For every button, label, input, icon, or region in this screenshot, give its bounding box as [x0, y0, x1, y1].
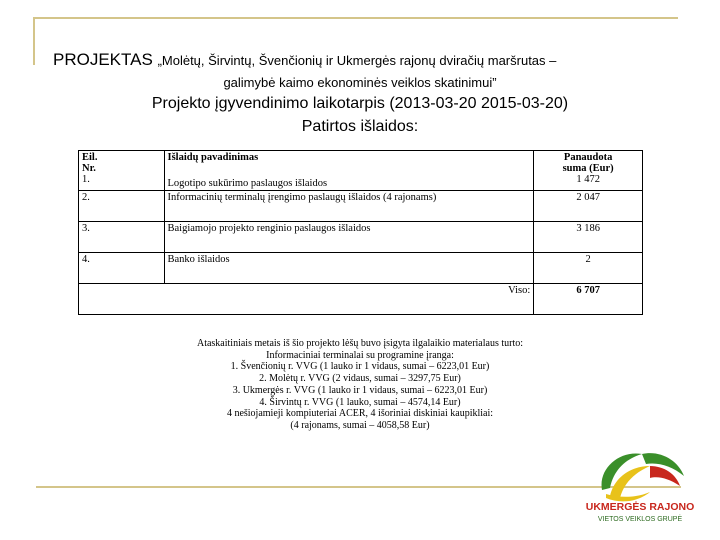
header-amount-line2: suma (Eur): [562, 163, 614, 174]
note-line: Informaciniai terminalai su programine įranga:: [266, 349, 454, 361]
table-row: [79, 151, 643, 191]
row-name: Baigiamojo projekto renginio paslaugos išlaidos: [164, 222, 534, 253]
total-value: 6 707: [534, 284, 643, 315]
note-line: 4 nešiojamieji kompiuteriai ACER, 4 išoriniai diskiniai kaupikliai:: [226, 408, 494, 420]
row-name: Banko išlaidos: [164, 253, 534, 284]
note-line: 1. Švenčionių r. VVG (1 lauko ir 1 vidaus, sumai – 6223,01 Eur): [230, 361, 490, 373]
note-line: 3. Ukmergės r. VVG (1 lauko ir 1 vidaus, sumai – 6223,01 Eur): [232, 384, 488, 396]
row-no: 2.: [79, 191, 165, 222]
total-row: [79, 284, 643, 315]
table-row: [79, 253, 643, 284]
note-line: 2. Molėtų r. VVG (2 vidaus, sumai – 3297,75 Eur): [259, 373, 461, 385]
name-cell: [164, 151, 534, 191]
row-name: Logotipo sukūrimo paslaugos išlaidos: [167, 178, 328, 189]
section-heading: Patirtos išlaidos:: [301, 118, 419, 135]
row-no: 3.: [79, 222, 165, 253]
row-amount: 2: [534, 253, 643, 284]
lag-logo: [580, 438, 700, 528]
header-no-line1: Eil.: [82, 152, 98, 163]
expenses-table: [78, 150, 643, 315]
logo-subtitle: VIETOS VEIKLOS GRUPĖ: [597, 516, 683, 523]
total-label-text: Viso:: [508, 285, 531, 296]
row-name: Informacinių terminalų įrengimo paslaugų išlaidos (4 rajonams): [164, 191, 534, 222]
table-row: [79, 222, 643, 253]
logo-name: UKMERGĖS RAJONO: [585, 501, 695, 513]
row-amount: 2 047: [534, 191, 643, 222]
table-row: [79, 191, 643, 222]
project-title-part2: galimybė kaimo ekonominės veiklos skatinimui”: [223, 75, 497, 90]
assets-notes: [140, 338, 580, 432]
row-amount: 3 186: [534, 222, 643, 253]
note-line: (4 rajonams, sumai – 4058,58 Eur): [290, 419, 430, 431]
amount-cell: [534, 151, 643, 191]
total-label: [79, 284, 534, 315]
row-no: 1.: [82, 174, 90, 185]
note-line: Ataskaitiniais metais iš šio projekto lėšų buvo įsigyta ilgalaikio materialaus turto:: [196, 338, 524, 349]
project-title-part1: „Molėtų, Širvintų, Švenčionių ir Ukmergės rajonų dviračių maršrutas –: [157, 53, 557, 68]
header-no-line2: Nr.: [82, 163, 96, 174]
header-amount-line1: Panaudota: [563, 152, 613, 163]
row-no: 4.: [79, 253, 165, 284]
logo-mark-icon: [602, 453, 684, 501]
project-period: Projekto įgyvendinimo laikotarpis (2013-03-20 2015-03-20): [151, 95, 569, 112]
frame-top-line: [33, 17, 678, 19]
project-title: [53, 50, 693, 70]
frame-left-line: [33, 17, 35, 65]
header-name: Išlaidų pavadinimas: [167, 152, 259, 163]
row-amount: 1 472: [576, 174, 600, 185]
no-cell: [79, 151, 165, 191]
project-word: PROJEKTAS: [53, 50, 153, 69]
note-line: 4. Širvintų r. VVG (1 lauko, sumai – 4574,14 Eur): [259, 396, 461, 408]
